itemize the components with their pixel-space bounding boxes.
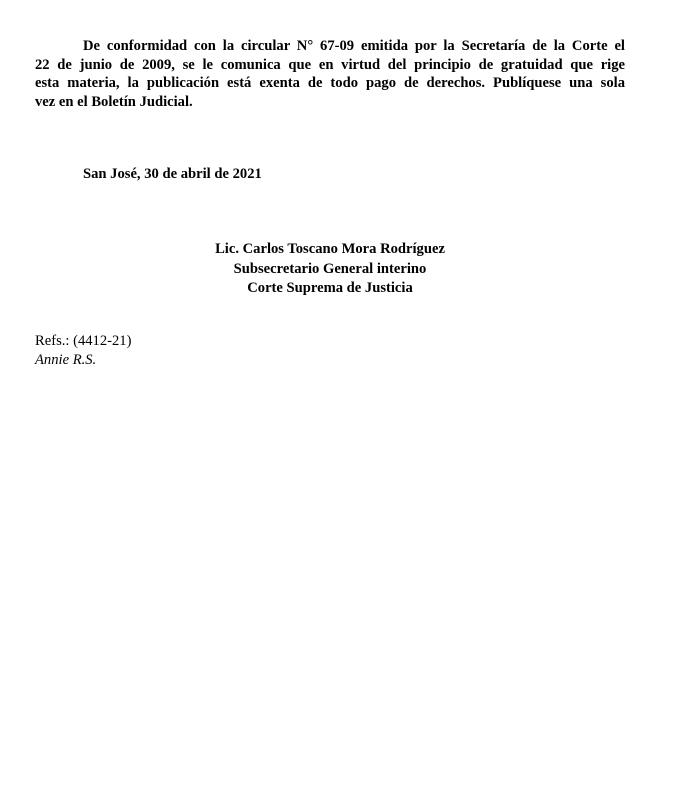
- notice-line: 22 de junio de 2009, se le comunica que en virtud del principio de gratuidad que rige: [35, 56, 625, 73]
- notice-line: vez en el Boletín Judicial.: [35, 94, 193, 111]
- typist-initials: Annie R.S.: [35, 352, 97, 368]
- notice-paragraph: [35, 37, 625, 112]
- signer-name: Lic. Carlos Toscano Mora Rodríguez: [215, 241, 445, 257]
- signature-block: [200, 240, 460, 299]
- reference-number: Refs.: (4412-21): [35, 333, 132, 349]
- place-and-date: San José, 30 de abril de 2021: [83, 166, 262, 182]
- notice-line: esta materia, la publicación está exenta de todo pago de derechos. Publíquese una sola: [35, 75, 625, 92]
- notice-line: De conformidad con la circular N° 67-09 emitida por la Secretaría de la Corte el: [83, 38, 625, 54]
- signer-institution: Corte Suprema de Justicia: [247, 280, 413, 296]
- signer-title: Subsecretario General interino: [233, 260, 427, 277]
- references-block: [35, 332, 131, 370]
